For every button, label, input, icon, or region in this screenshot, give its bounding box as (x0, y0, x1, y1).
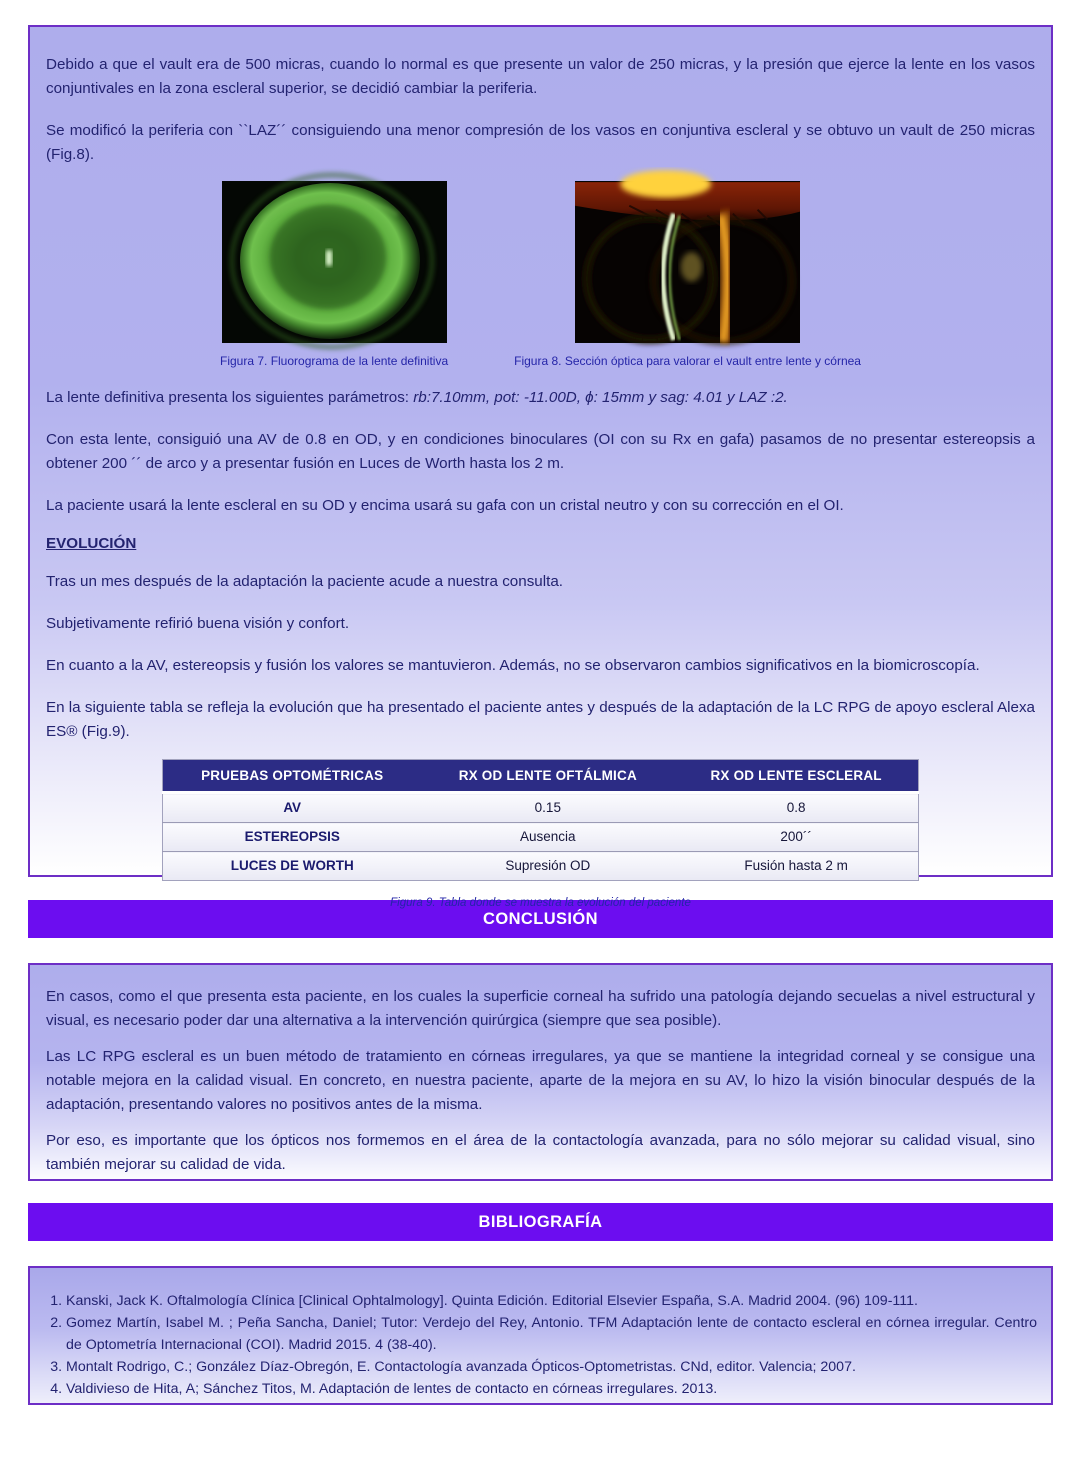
table-header-row (163, 760, 919, 793)
results-panel (28, 25, 1053, 909)
table-cell-worth-escleral: Fusión hasta 2 m (674, 852, 918, 881)
reference-item: 2. Gomez Martín, Isabel M. ; Peña Sancha, Daniel; Tutor: Verdejo del Rey, Antonio. TFM Adaptación lente de contacto escleral en córnea irregular. Centro de Optometría Internacional (COI). Madrid 2015. 4 (38-40). (66, 1312, 1037, 1356)
figure-8-caption: Figura 8. Sección óptica para valorar el vault entre lente y córnea (514, 354, 861, 368)
conclusion-banner: CONCLUSIÓN (28, 900, 1053, 938)
paragraph-laz: Se modificó la periferia con ``LAZ´´ consiguiendo una menor compresión de los vasos en conjuntiva escleral y se obtuvo un vault de 250 micras (Fig.8). (46, 122, 1035, 163)
fluorogram-image (222, 181, 447, 343)
table-cell-worth-oftalmica: Supresión OD (421, 852, 674, 881)
table-cell-av-oftalmica: 0.15 (421, 793, 674, 823)
parameters-prefix: La lente definitiva presenta los siguientes parámetros: (46, 389, 414, 406)
table-header-pruebas: PRUEBAS OPTOMÉTRICAS (163, 760, 422, 793)
table-cell-estereopsis-oftalmica: Ausencia (421, 823, 674, 852)
figure-7 (220, 181, 448, 368)
figure-7-caption: Figura 7. Fluorograma de la lente definitiva (220, 354, 449, 368)
paragraph-lens-parameters (46, 386, 1035, 410)
table-cell-worth: LUCES DE WORTH (163, 852, 422, 881)
paragraph-subjective: Subjetivamente refirió buena visión y confort. (46, 615, 350, 632)
optic-section-image (575, 181, 800, 343)
table-row (163, 852, 919, 881)
table-row (163, 793, 919, 823)
table-row (163, 823, 919, 852)
poster-page (0, 25, 1080, 1405)
conclusion-panel (28, 963, 1053, 1181)
reference-item: 3. Montalt Rodrigo, C.; González Díaz-Obregón, E. Contactología avanzada Ópticos-Optometristas. CNd, editor. Valencia; 2007. (66, 1356, 1037, 1378)
paragraph-patient-use: La paciente usará la lente escleral en su OD y encima usará su gafa con un cristal neutro y con su corrección en el OI. (46, 497, 844, 514)
conclusion-paragraph-method: Las LC RPG escleral es un buen método de tratamiento en córneas irregulares, ya que se mantiene la integridad corneal y se consigue una notable mejora en la calidad visual. En concreto, en nuestra paciente, aparte de la mejora en su AV, lo hizo la visión binocular después de la adaptación, presentando valores no positivos antes de la misma. (46, 1048, 1035, 1113)
parameters-values: rb:7.10mm, pot: -11.00D, ϕ: 15mm y sag: 4.01 y LAZ :2. (413, 389, 788, 406)
paragraph-av-binocular: Con esta lente, consiguió una AV de 0.8 en OD, y en condiciones binoculares (OI con su Rx en gafa) pasamos de no presentar estereopsis a obtener 200 ´´ de arco y a presentar fusión en Luces de Worth hasta los 2 m. (46, 431, 1035, 472)
paragraph-table-intro: En la siguiente tabla se refleja la evolución que ha presentado el paciente antes y después de la adaptación de la LC RPG de apoyo escleral Alexa ES® (Fig.9). (46, 699, 1035, 740)
table-header-escleral: RX OD LENTE ESCLERAL (674, 760, 918, 793)
paragraph-values-maintained: En cuanto a la AV, estereopsis y fusión los valores se mantuvieron. Además, no se observaron cambios significativos en la biomicroscopía. (46, 657, 980, 674)
reference-list (42, 1290, 1037, 1400)
reference-item: 4. Valdivieso de Hita, A; Sánchez Titos, M. Adaptación de lentes de contacto en córneas irregulares. 2013. (66, 1378, 1037, 1400)
evolution-heading: EVOLUCIÓN (46, 535, 137, 552)
bibliography-panel (28, 1266, 1053, 1405)
bibliography-banner: BIBLIOGRAFÍA (28, 1203, 1053, 1241)
table-header-oftalmica: RX OD LENTE OFTÁLMICA (421, 760, 674, 793)
figures-row (46, 181, 1035, 368)
conclusion-paragraph-alternative: En casos, como el que presenta esta paciente, en los cuales la superficie corneal ha sufrido una patología dejando secuelas a nivel estructural y visual, es necesario poder dar una alternativa a la intervención quirúrgica (siempre que sea posible). (46, 988, 1035, 1029)
figure-9-caption: Figura 9. Tabla donde se muestra la evolución del paciente (390, 897, 691, 909)
table-cell-estereopsis: ESTEREOPSIS (163, 823, 422, 852)
conclusion-paragraph-training: Por eso, es importante que los ópticos nos formemos en el área de la contactología avanzada, para no sólo mejorar su calidad visual, sino también mejorar su calidad de vida. (46, 1132, 1035, 1173)
figure-8 (514, 181, 861, 368)
table-cell-av: AV (163, 793, 422, 823)
evolution-table (162, 759, 919, 881)
paragraph-vault-500: Debido a que el vault era de 500 micras, cuando lo normal es que presente un valor de 250 micras, y la presión que ejerce la lente en los vasos conjuntivales en la zona escleral superior, se decidió cambiar la periferia. (46, 56, 1035, 97)
paragraph-one-month: Tras un mes después de la adaptación la paciente acude a nuestra consulta. (46, 573, 563, 590)
table-cell-estereopsis-escleral: 200´´ (674, 823, 918, 852)
table-cell-av-escleral: 0.8 (674, 793, 918, 823)
reference-item: 1. Kanski, Jack K. Oftalmología Clínica [Clinical Ophtalmology]. Quinta Edición. Editorial Elsevier España, S.A. Madrid 2004. (96) 109-111. (66, 1290, 1037, 1312)
